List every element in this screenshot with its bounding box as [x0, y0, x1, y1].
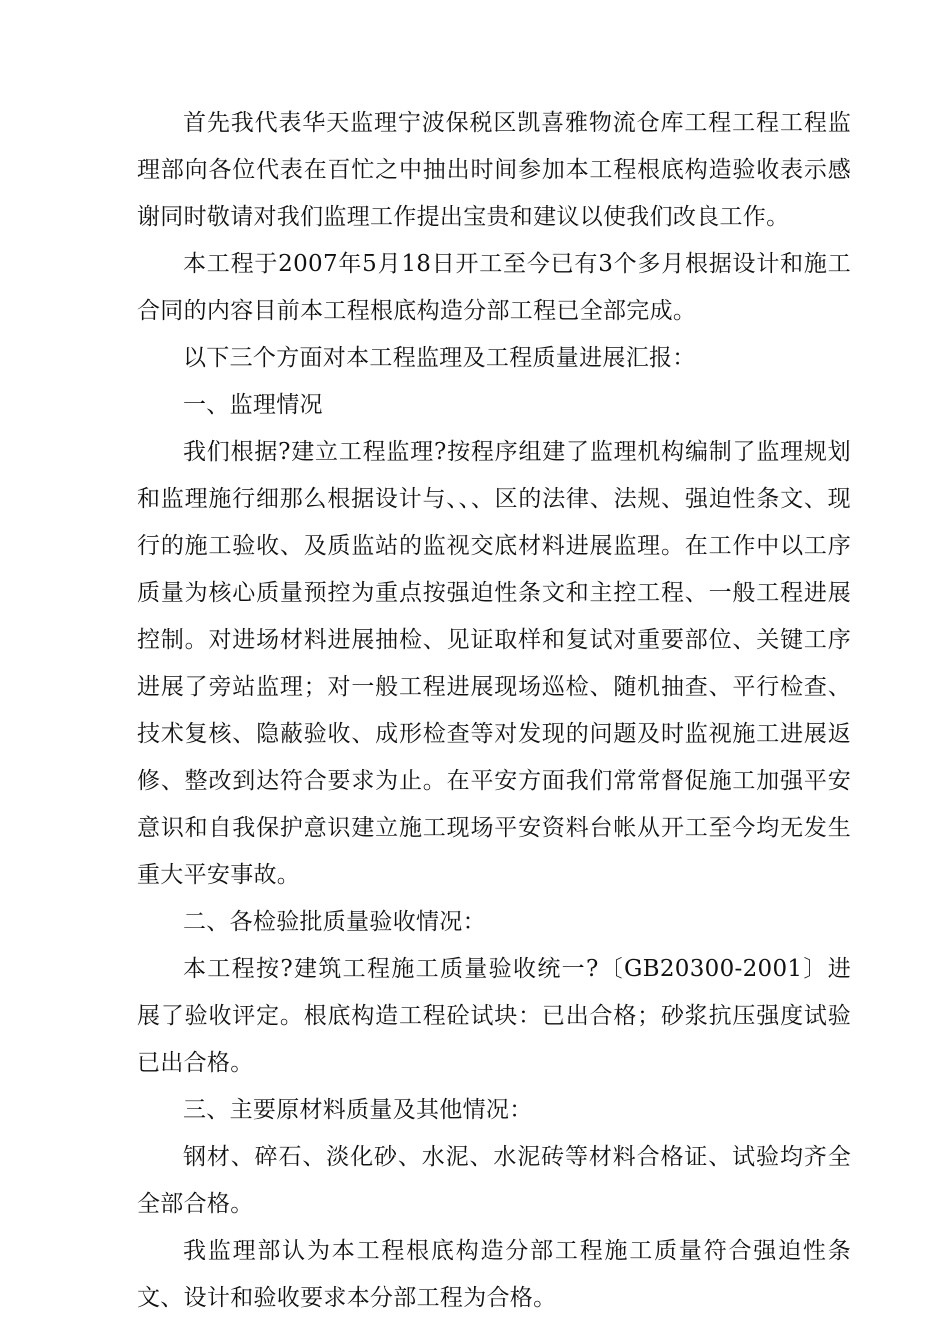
- section-heading-supervision: 一、监理情况: [183, 392, 323, 418]
- paragraph-report-intro: 以下三个方面对本工程监理及工程质量进展汇报：: [183, 345, 696, 371]
- paragraph-inspection-details: 本工程按?建筑工程施工质量验收统一?〔GB20300-2001〕进展了验收评定。根底构造工程砼试块：已出合格；砂浆抗压强度试验已出合格。: [137, 956, 851, 1076]
- paragraph-opening: 首先我代表华天监理宁波保税区凯喜雅物流仓库工程工程工程监理部向各位代表在百忙之中抽出时间参加本工程根底构造验收表示感谢同时敬请对我们监理工作提出宝贵和建议以使我们改良工作。: [137, 110, 851, 230]
- section-heading-inspection: 二、各检验批质量验收情况：: [183, 909, 486, 935]
- document-body: [137, 100, 851, 1322]
- paragraph-supervision-details: 我们根据?建立工程监理?按程序组建了监理机构编制了监理规划和监理施行细那么根据设计与、、、区的法律、法规、强迫性条文、现行的施工验收、及质监站的监视交底材料进展监理。在工作中以工序质量为核心质量预控为重点按强迫性条文和主控工程、一般工程进展控制。对进场材料进展抽检、见证取样和复试对重要部位、关键工序进展了旁站监理；对一般工程进展现场巡检、随机抽查、平行检查、技术复核、隐蔽验收、成形检查等对发现的问题及时监视施工进展返修、整改到达符合要求为止。在平安方面我们常常督促施工加强平安意识和自我保护意识建立施工现场平安资料台帐从开工至今均无发生重大平安事故。: [137, 439, 851, 888]
- paragraph-project-start: 本工程于2007年5月18日开工至今已有3个多月根据设计和施工合同的内容目前本工程根底构造分部工程已全部完成。: [137, 251, 851, 324]
- section-heading-materials: 三、主要原材料质量及其他情况：: [183, 1097, 533, 1123]
- paragraph-materials-details: 钢材、碎石、淡化砂、水泥、水泥砖等材料合格证、试验均齐全全部合格。: [137, 1144, 851, 1217]
- paragraph-conclusion: 我监理部认为本工程根底构造分部工程施工质量符合强迫性条文、设计和验收要求本分部工程为合格。: [137, 1238, 851, 1311]
